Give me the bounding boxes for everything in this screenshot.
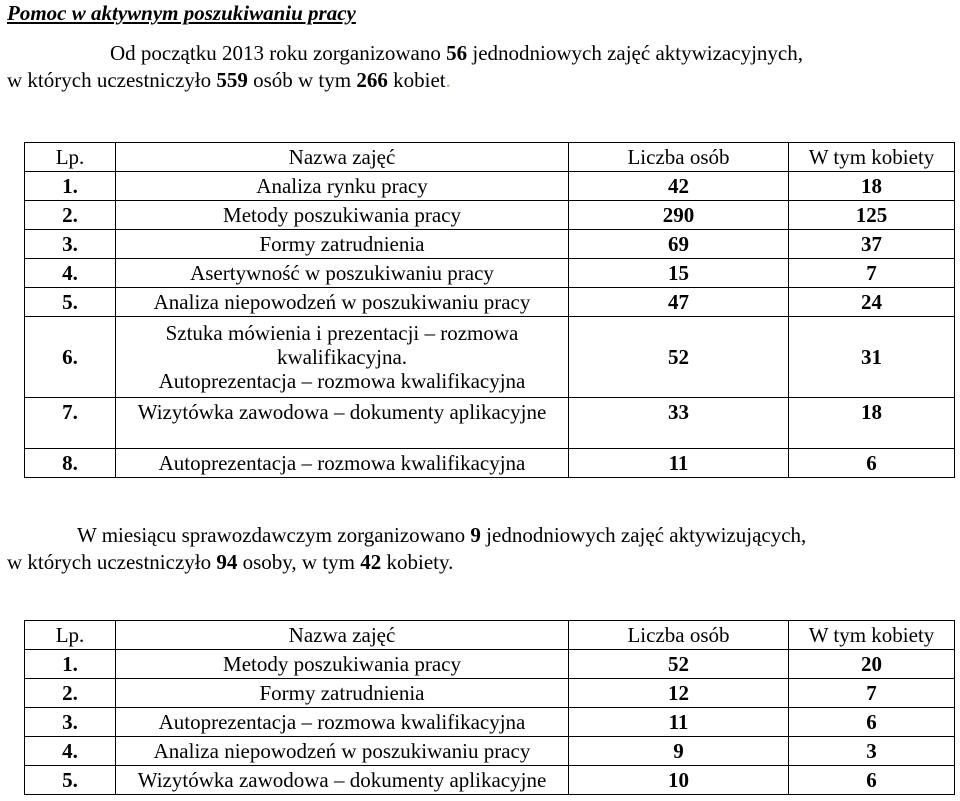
table-row [25,766,955,795]
summary-paragraph-month [7,522,953,576]
table-row [25,230,955,259]
row-name: Autoprezentacja – rozmowa kwalifikacyjna [116,449,569,478]
row-women: 125 [789,201,955,230]
table-row [25,201,955,230]
row-lp: 7. [25,398,116,449]
row-women: 31 [789,317,955,398]
section-heading: Pomoc w aktywnym poszukiwaniu pracy [7,1,356,25]
col-header-women: W tym kobiety [789,143,955,172]
women-count: 42 [360,550,382,574]
para-text: w których uczestniczyło [7,68,217,92]
row-lp: 6. [25,317,116,398]
row-name: Formy zatrudnienia [116,230,569,259]
row-women: 6 [789,708,955,737]
row-women: 3 [789,737,955,766]
row-name-line: kwalifikacyjna. [276,345,408,369]
row-name [116,317,569,398]
col-header-name: Nazwa zajęć [116,143,569,172]
para-text: W miesiącu sprawozdawczym zorganizowano [77,523,471,547]
row-name: Analiza rynku pracy [116,172,569,201]
row-count: 12 [569,679,789,708]
para-text: w których uczestniczyło [7,550,217,574]
row-lp: 2. [25,679,116,708]
row-name-line: Sztuka mówienia i prezentacji – rozmowa [165,321,519,345]
participants-count: 559 [216,68,248,92]
table-header-row [25,143,955,172]
para-text: osoby, w tym [237,550,361,574]
row-name: Metody poszukiwania pracy [116,201,569,230]
summary-paragraph-total [7,40,953,94]
participants-count: 94 [216,550,238,574]
row-count: 69 [569,230,789,259]
row-count: 33 [569,398,789,449]
para-text: jednodniowych zajęć aktywizacyjnych, [467,41,803,65]
row-women: 7 [789,679,955,708]
row-name: Metody poszukiwania pracy [116,650,569,679]
row-name: Autoprezentacja – rozmowa kwalifikacyjna [116,708,569,737]
row-name: Wizytówka zawodowa – dokumenty aplikacyjne [116,766,569,795]
row-lp: 2. [25,201,116,230]
para-text: osób w tym [247,68,357,92]
table-row [25,259,955,288]
row-name-line: Autoprezentacja – rozmowa kwalifikacyjna [158,369,526,393]
para-text: kobiety. [381,550,454,574]
table-header-row [25,621,955,650]
table-row [25,679,955,708]
para-text: Od początku 2013 roku zorganizowano [110,41,447,65]
row-count: 42 [569,172,789,201]
row-lp: 3. [25,230,116,259]
row-count: 9 [569,737,789,766]
sessions-table-since-2013 [24,142,955,478]
row-count: 11 [569,449,789,478]
sessions-count: 9 [470,523,481,547]
para-text: . [445,68,451,92]
row-count: 15 [569,259,789,288]
col-header-lp: Lp. [25,143,116,172]
row-lp: 3. [25,708,116,737]
row-women: 6 [789,449,955,478]
para-text: kobiet [387,68,446,92]
sessions-count: 56 [446,41,468,65]
row-name: Analiza niepowodzeń w poszukiwaniu pracy [116,737,569,766]
row-women: 20 [789,650,955,679]
table-row [25,650,955,679]
row-count: 47 [569,288,789,317]
row-women: 7 [789,259,955,288]
women-count: 266 [356,68,388,92]
row-lp: 5. [25,766,116,795]
table-row [25,398,955,449]
col-header-women: W tym kobiety [789,621,955,650]
row-lp: 5. [25,288,116,317]
row-count: 52 [569,317,789,398]
row-lp: 4. [25,259,116,288]
row-lp: 1. [25,172,116,201]
table-row [25,172,955,201]
row-count: 290 [569,201,789,230]
row-lp: 8. [25,449,116,478]
row-women: 37 [789,230,955,259]
row-count: 10 [569,766,789,795]
table-row [25,449,955,478]
row-lp: 1. [25,650,116,679]
para-text: jednodniowych zajęć aktywizujących, [480,523,807,547]
col-header-name: Nazwa zajęć [116,621,569,650]
row-name: Wizytówka zawodowa – dokumenty aplikacyjne [116,398,569,449]
row-count: 52 [569,650,789,679]
sessions-table-month [24,620,955,795]
col-header-count: Liczba osób [569,143,789,172]
table-row [25,288,955,317]
table-row [25,737,955,766]
row-lp: 4. [25,737,116,766]
row-women: 18 [789,398,955,449]
row-name: Asertywność w poszukiwaniu pracy [116,259,569,288]
row-name: Analiza niepowodzeń w poszukiwaniu pracy [116,288,569,317]
row-women: 6 [789,766,955,795]
row-women: 24 [789,288,955,317]
row-women: 18 [789,172,955,201]
col-header-lp: Lp. [25,621,116,650]
row-count: 11 [569,708,789,737]
col-header-count: Liczba osób [569,621,789,650]
table-row [25,708,955,737]
row-name: Formy zatrudnienia [116,679,569,708]
table-row [25,317,955,398]
